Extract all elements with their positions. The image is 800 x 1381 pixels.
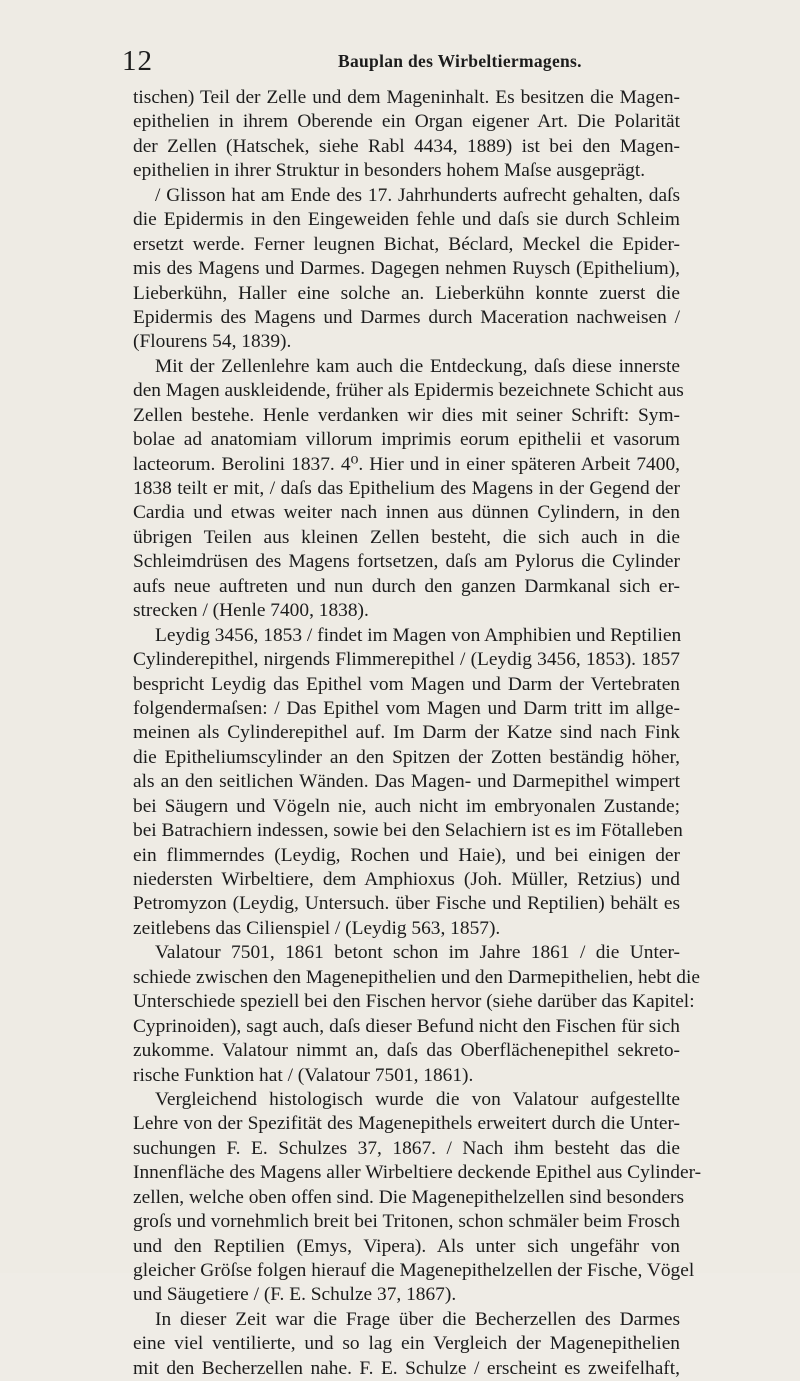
text-line: Innenfläche des Magens aller Wirbeltiere deckende Epithel aus Cylinder- xyxy=(133,1162,702,1184)
text-line: zukomme. Valatour nimmt an, daſs das Oberflächenepithel sekreto- xyxy=(133,1040,680,1062)
text-line: die Epidermis in den Eingeweiden fehle und daſs sie durch Schleim xyxy=(133,209,680,231)
text-line: suchungen F. E. Schulzes 37, 1867. / Nach ihm besteht das die xyxy=(133,1137,680,1159)
text-line: / Glisson hat am Ende des 17. Jahrhunderts aufrecht gehalten, daſs xyxy=(155,184,680,206)
text-line: zellen, welche oben offen sind. Die Magenepithelzellen sind besonders xyxy=(133,1186,685,1208)
text-line: Leydig 3456, 1853 / findet im Magen von Amphibien und Reptilien xyxy=(155,624,682,646)
text-line: mit den Becherzellen nahe. F. E. Schulze / erscheint es zweifelhaft, xyxy=(133,1357,680,1379)
text-line: folgendermaſsen: / Das Epithel vom Magen und Darm tritt im allge- xyxy=(133,697,680,719)
text-line: epithelien in ihrer Struktur in besonders hohem Maſse ausgeprägt. xyxy=(133,160,646,182)
text-line: Vergleichend histologisch wurde die von Valatour aufgestellte xyxy=(155,1088,680,1110)
text-line: den Magen auskleidende, früher als Epidermis bezeichnete Schicht aus xyxy=(133,380,684,402)
text-line: Cardia und etwas weiter nach innen aus dünnen Cylindern, in den xyxy=(133,502,680,524)
text-line: epithelien in ihrem Oberende ein Organ eigener Art. Die Polarität xyxy=(133,111,680,133)
text-line: lacteorum. Berolini 1837. 4⁰. Hier und in einer späteren Arbeit 7400, xyxy=(133,453,680,475)
text-line: meinen als Cylinderepithel auf. Im Darm der Katze sind nach Fink xyxy=(133,722,680,744)
text-line: Petromyzon (Leydig, Untersuch. über Fische und Reptilien) behält es xyxy=(133,893,680,915)
text-line: aufs neue auftreten und nun durch den ganzen Darmkanal sich er- xyxy=(133,575,680,597)
text-line: eine viel ventilierte, und so lag ein Vergleich der Magenepithelien xyxy=(133,1333,680,1355)
text-line: In dieser Zeit war die Frage über die Becherzellen des Darmes xyxy=(155,1308,680,1330)
text-line: und den Reptilien (Emys, Vipera). Als unter sich ungefähr von xyxy=(133,1235,680,1257)
text-line: Epidermis des Magens und Darmes durch Maceration nachweisen / xyxy=(133,306,680,328)
text-line: und Säugetiere / (F. E. Schulze 37, 1867). xyxy=(133,1284,457,1306)
text-line: der Zellen (Hatschek, siehe Rabl 4434, 1889) ist bei den Magen- xyxy=(133,135,680,157)
text-line: bespricht Leydig das Epithel vom Magen und Darm der Vertebraten xyxy=(133,673,680,695)
text-line: (Flourens 54, 1839). xyxy=(133,331,292,353)
text-line: Unterschiede speziell bei den Fischen hervor (siehe darüber das Kapitel: xyxy=(133,991,695,1013)
text-line: Cylinderepithel, nirgends Flimmerepithel / (Leydig 3456, 1853). 1857 xyxy=(133,649,680,671)
text-line: Mit der Zellenlehre kam auch die Entdeckung, daſs diese innerste xyxy=(155,355,680,377)
text-line: übrigen Teilen aus kleinen Zellen besteht, die sich auch in die xyxy=(133,526,680,548)
text-line: rische Funktion hat / (Valatour 7501, 1861). xyxy=(133,1064,474,1086)
text-line: bei Säugern und Vögeln nie, auch nicht im embryonalen Zustande; xyxy=(133,795,680,817)
text-line: groſs und vornehmlich breit bei Tritonen, schon schmäler beim Frosch xyxy=(133,1211,680,1233)
text-line: die Epitheliumscylinder an den Spitzen der Zotten beständig höher, xyxy=(133,746,680,768)
text-line: Lehre von der Spezifität des Magenepithels erweitert durch die Unter- xyxy=(133,1113,680,1135)
text-line: schiede zwischen den Magenepithelien und den Darmepithelien, hebt die xyxy=(133,966,700,988)
text-line: Valatour 7501, 1861 betont schon im Jahre 1861 / die Unter- xyxy=(155,942,680,964)
text-line: niedersten Wirbeltiere, dem Amphioxus (Joh. Müller, Retzius) und xyxy=(133,869,680,890)
page-header xyxy=(122,46,682,76)
page-number: 12 xyxy=(122,45,153,77)
text-line: gleicher Gröſse folgen hierauf die Magenepithelzellen der Fische, Vögel xyxy=(133,1260,695,1281)
text-line: 1838 teilt er mit, / daſs das Epithelium des Magens in der Gegend der xyxy=(133,478,680,499)
text-line: ersetzt werde. Ferner leugnen Bichat, Béclard, Meckel die Epider- xyxy=(133,233,680,255)
text-line: Cyprinoiden), sagt auch, daſs dieser Befund nicht den Fischen für sich xyxy=(133,1015,680,1037)
text-line: tischen) Teil der Zelle und dem Mageninhalt. Es besitzen die Magen- xyxy=(133,87,680,108)
text-line: Lieberkühn, Haller eine solche an. Lieberkühn konnte zuerst die xyxy=(133,282,680,304)
text-line: mis des Magens und Darmes. Dagegen nehmen Ruysch (Epithelium), xyxy=(133,258,680,280)
text-line: zeitlebens das Cilienspiel / (Leydig 563, 1857). xyxy=(133,917,501,939)
text-line: als an den seitlichen Wänden. Das Magen- und Darmepithel wimpert xyxy=(133,771,680,793)
text-line: bolae ad anatomiam villorum imprimis eorum epithelii et vasorum xyxy=(133,429,680,451)
text-line: ein flimmerndes (Leydig, Rochen und Haie), und bei einigen der xyxy=(133,844,680,866)
text-line: bei Batrachiern indessen, sowie bei den Selachiern ist es im Fötalleben xyxy=(133,820,683,842)
text-line: strecken / (Henle 7400, 1838). xyxy=(133,600,369,622)
body-text xyxy=(133,86,702,1381)
text-line: Schleimdrüsen des Magens fortsetzen, daſs am Pylorus die Cylinder xyxy=(133,551,680,573)
text-line: Zellen bestehe. Henle verdanken wir dies mit seiner Schrift: Sym- xyxy=(133,404,680,426)
running-head: Bauplan des Wirbeltiermagens. xyxy=(338,51,582,71)
